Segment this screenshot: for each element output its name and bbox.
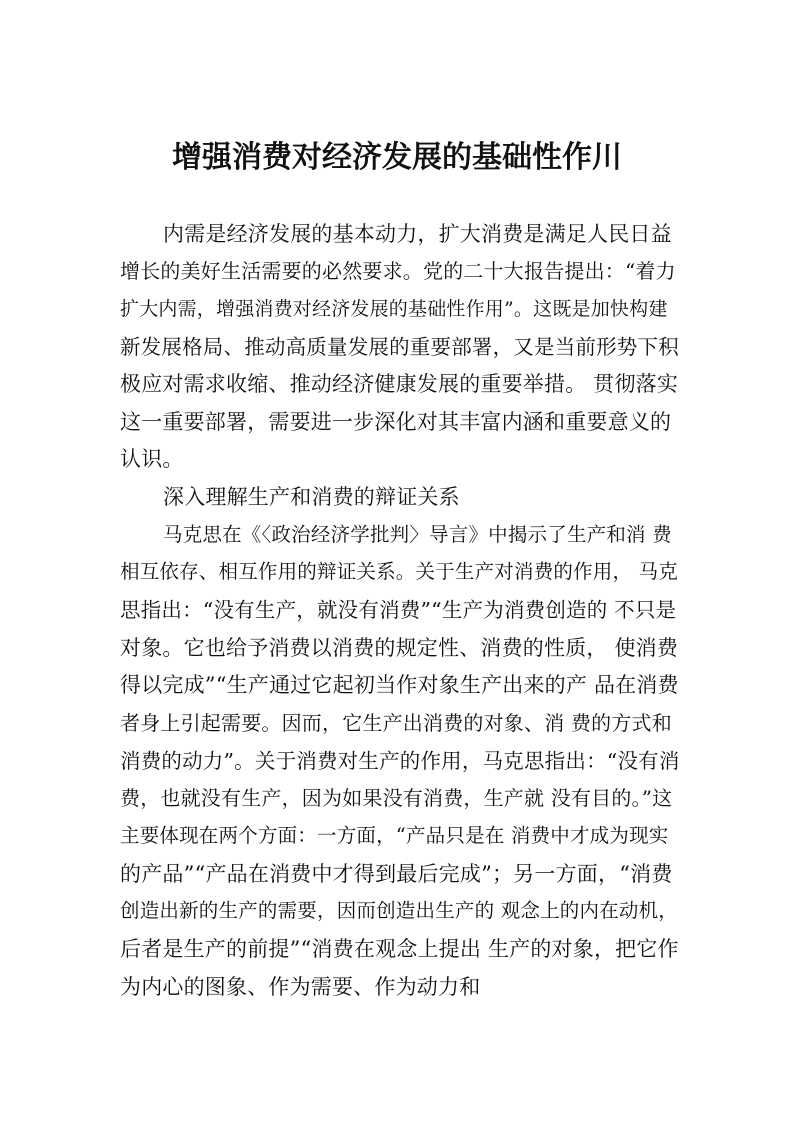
paragraph-line: 增长的美好生活需要的必然要求。党的二十大报告提出：“着力 <box>120 259 676 283</box>
paragraph-line: 后者是生产的前提”“消费在观念上提出 生产的对象，把它作 <box>120 937 679 961</box>
paragraph-line: 相互依存、相互作用的辩证关系。关于生产对消费的作用， 马克 <box>120 560 678 583</box>
paragraph-line: 者身上引起需要。因而，它生产出消费的对象、消 费的方式和 <box>120 711 672 735</box>
paragraph-line: 新发展格局、推动高质量发展的重要部署，又是当前形势下积 <box>120 335 679 359</box>
paragraph-line: 思指出：“没有生产，就没有消费”“生产为消费创造的 不只是 <box>120 598 677 622</box>
paragraph-line: 马克思在《〈政治经济学批判〉导言》中揭示了生产和消 费 <box>163 523 672 546</box>
paragraph-line: 消费的动力”。关于消费对生产的作用，马克思指出：“没有消 <box>120 749 680 773</box>
paragraph-line: 这一重要部署，需要进一步深化对其丰富内涵和重要意义的 <box>120 410 672 434</box>
paragraph-line: 得以完成”“生产通过它起初当作对象生产出来的产 品在消费 <box>120 673 679 697</box>
document-title: 增强消费对经济发展的基础性作川 <box>172 140 622 175</box>
paragraph-line: 的产品”“产品在消费中才得到最后完成”；另一方面，“消费 <box>120 862 673 886</box>
paragraph-line: 内需是经济发展的基本动力，扩大消费是满足人民日益 <box>163 222 672 246</box>
paragraph-line: 极应对需求收缩、推动经济健康发展的重要举措。 贯彻落实 <box>120 372 679 396</box>
paragraph-line: 对象。它也给予消费以消费的规定性、消费的性质， 使消费 <box>120 636 679 660</box>
paragraph-line: 费，也就没有生产，因为如果没有消费，生产就 没有目的。”这 <box>120 786 673 810</box>
paragraph-line: 扩大内需，增强消费对经济发展的基础性作用”。这既是加快构建 <box>120 298 668 320</box>
paragraph-line: 认识。 <box>120 447 184 471</box>
paragraph-line: 主要体现在两个方面：一方面，“产品只是在 消费中才成为现实 <box>120 824 669 847</box>
paragraph-line: 为内心的图象、作为需要、作为动力和 <box>120 975 481 999</box>
section-heading: 深入理解生产和消费的辩证关系 <box>163 485 460 509</box>
paragraph-line: 创造出新的生产的需要，因而创造出生产的 观念上的内在动机， <box>120 899 678 922</box>
